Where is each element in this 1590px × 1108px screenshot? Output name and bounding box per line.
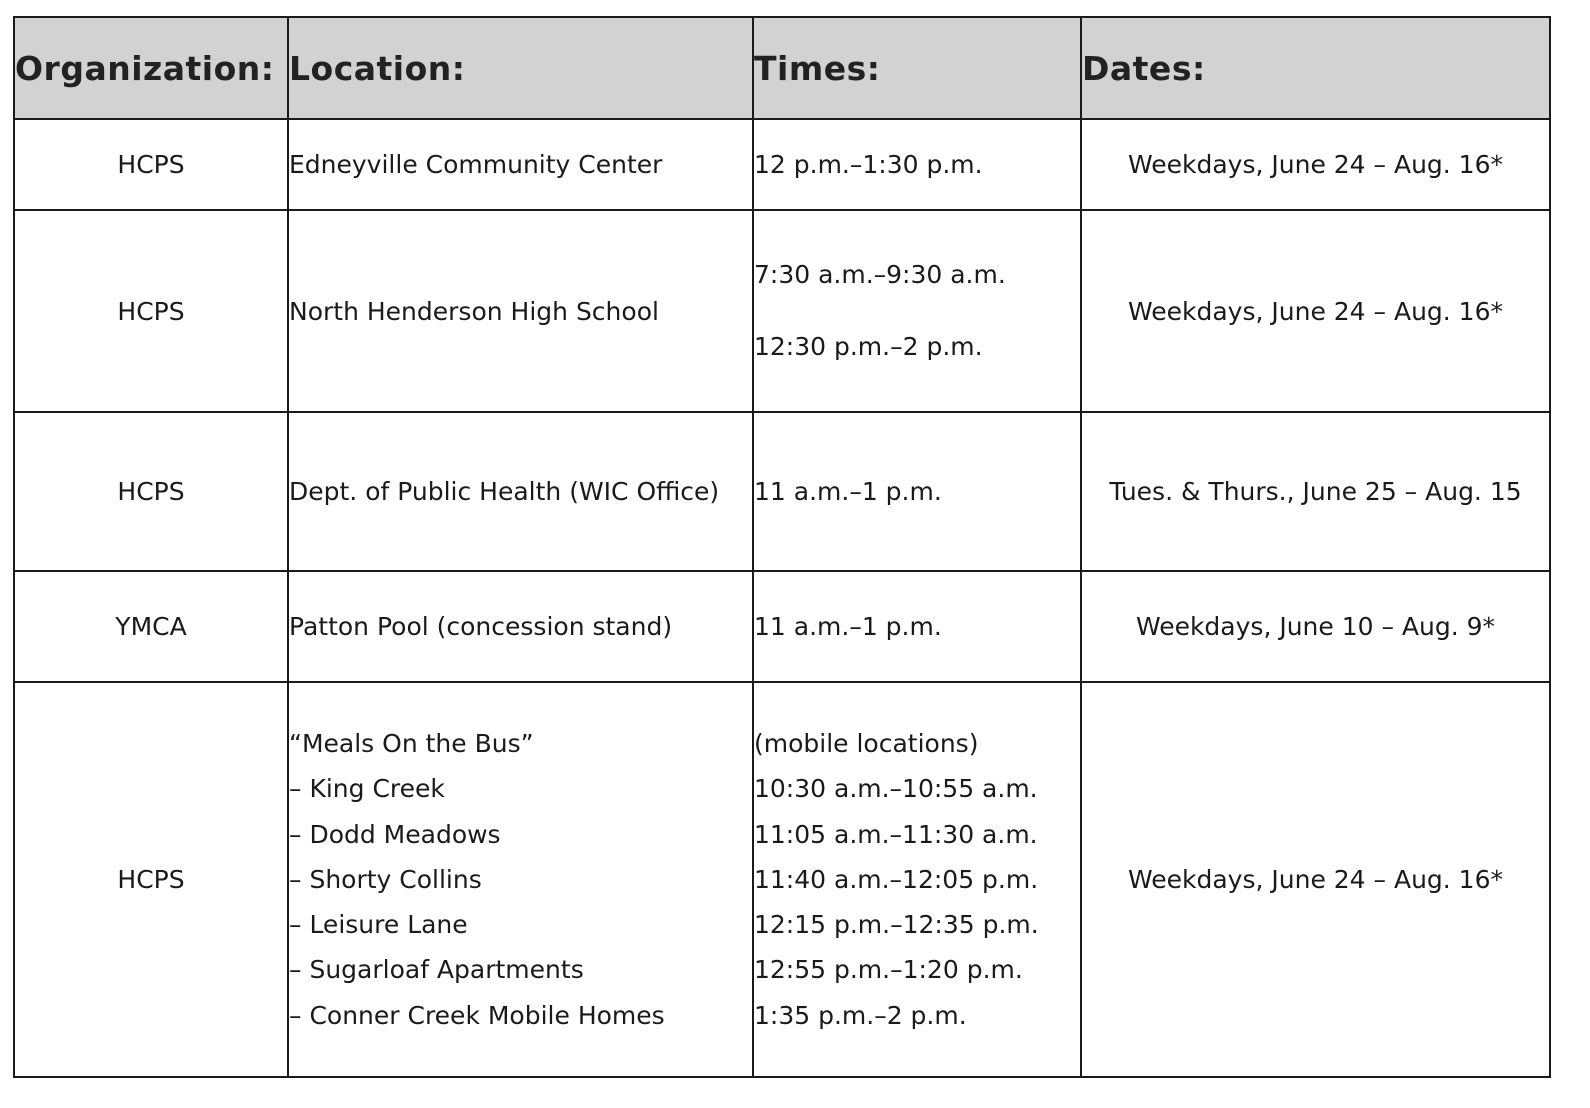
location-line: Dept. of Public Health (WIC Office) bbox=[289, 477, 720, 506]
location-line: Patton Pool (concession stand) bbox=[289, 612, 673, 641]
time-line: 1:35 p.m.–2 p.m. bbox=[754, 1000, 967, 1030]
location-cell bbox=[288, 412, 753, 571]
dates-cell: Weekdays, June 10 – Aug. 9* bbox=[1081, 571, 1550, 682]
location-line: – Dodd Meadows bbox=[289, 819, 501, 849]
location-line: Edneyville Community Center bbox=[289, 150, 663, 179]
organization-cell: HCPS bbox=[14, 682, 288, 1077]
time-line: 12 p.m.–1:30 p.m. bbox=[754, 150, 983, 179]
table-header bbox=[14, 17, 1550, 119]
table-body bbox=[14, 119, 1550, 1077]
dates-cell: Weekdays, June 24 – Aug. 16* bbox=[1081, 682, 1550, 1077]
time-line: 11:40 a.m.–12:05 p.m. bbox=[754, 864, 1039, 894]
times-cell bbox=[753, 210, 1081, 412]
dates-cell: Weekdays, June 24 – Aug. 16* bbox=[1081, 210, 1550, 412]
meal-schedule-table bbox=[13, 16, 1551, 1078]
organization-cell: YMCA bbox=[14, 571, 288, 682]
header-dates: Dates: bbox=[1081, 17, 1550, 119]
time-line: 11 a.m.–1 p.m. bbox=[754, 612, 942, 641]
location-line: – Shorty Collins bbox=[289, 864, 482, 894]
time-line: 12:15 p.m.–12:35 p.m. bbox=[754, 910, 1039, 940]
location-line: – Leisure Lane bbox=[289, 910, 468, 940]
dates-cell: Weekdays, June 24 – Aug. 16* bbox=[1081, 119, 1550, 210]
location-line: “Meals On the Bus” bbox=[289, 728, 534, 758]
table-row bbox=[14, 412, 1550, 571]
location-cell bbox=[288, 119, 753, 210]
time-line: 12:55 p.m.–1:20 p.m. bbox=[754, 955, 1023, 985]
table-row bbox=[14, 682, 1550, 1077]
organization-cell: HCPS bbox=[14, 412, 288, 571]
location-line: – Sugarloaf Apartments bbox=[289, 955, 584, 985]
location-cell bbox=[288, 210, 753, 412]
times-cell bbox=[753, 412, 1081, 571]
times-cell bbox=[753, 571, 1081, 682]
header-times: Times: bbox=[753, 17, 1081, 119]
table-row bbox=[14, 210, 1550, 412]
location-cell bbox=[288, 571, 753, 682]
dates-cell: Tues. & Thurs., June 25 – Aug. 15 bbox=[1081, 412, 1550, 571]
table-row bbox=[14, 119, 1550, 210]
header-organization: Organization: bbox=[14, 17, 288, 119]
time-line: 11:05 a.m.–11:30 a.m. bbox=[754, 819, 1038, 849]
time-line: 12:30 p.m.–2 p.m. bbox=[754, 332, 983, 361]
location-line: – Conner Creek Mobile Homes bbox=[289, 1000, 665, 1030]
times-cell bbox=[753, 682, 1081, 1077]
header-location: Location: bbox=[288, 17, 753, 119]
location-line: – King Creek bbox=[289, 774, 445, 804]
organization-cell: HCPS bbox=[14, 210, 288, 412]
organization-cell: HCPS bbox=[14, 119, 288, 210]
time-line: 11 a.m.–1 p.m. bbox=[754, 477, 942, 506]
table-row bbox=[14, 571, 1550, 682]
header-row bbox=[14, 17, 1550, 119]
location-line: North Henderson High School bbox=[289, 296, 659, 326]
time-line: (mobile locations) bbox=[754, 728, 979, 758]
times-cell bbox=[753, 119, 1081, 210]
time-line: 10:30 a.m.–10:55 a.m. bbox=[754, 774, 1038, 804]
time-line: 7:30 a.m.–9:30 a.m. bbox=[754, 260, 1006, 289]
location-cell bbox=[288, 682, 753, 1077]
